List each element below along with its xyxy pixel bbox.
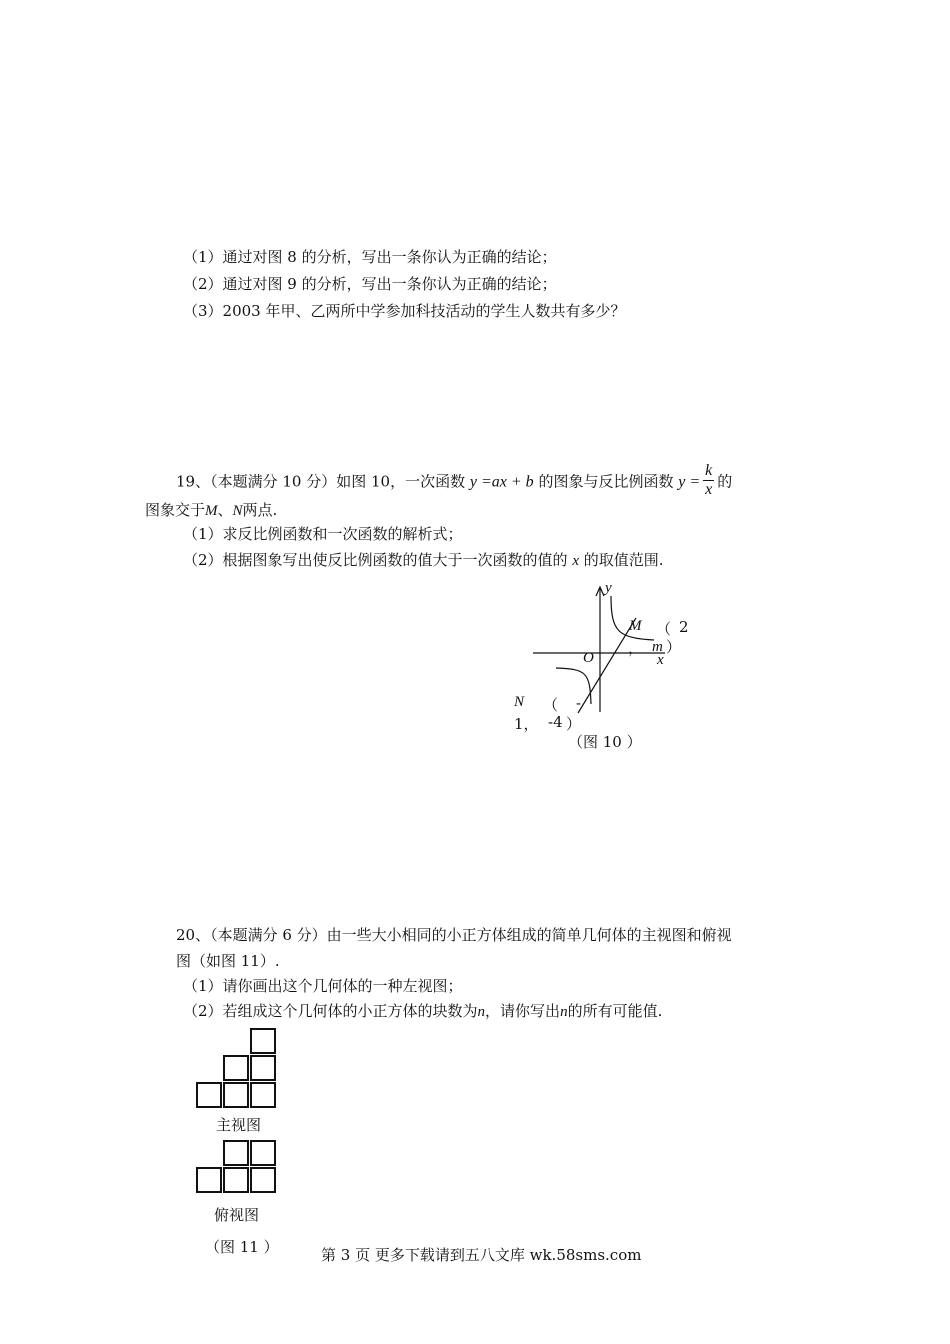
fig10-m-label: M: [629, 618, 642, 634]
fig11-caption: （图 11 ）: [205, 1238, 279, 1256]
fig10-n-paren-open: （: [543, 696, 559, 714]
q19-prefix: 19、（本题满分 10 分）如图 10，一次函数: [176, 472, 466, 491]
q19-middle: 的图象与反比例函数: [538, 472, 674, 491]
q19-sep: 、: [217, 501, 233, 519]
top-view-cell: [250, 1140, 276, 1166]
fig10-n-label: N: [514, 694, 525, 710]
fig10-n-one: 1，: [514, 715, 539, 733]
q19-sub1: （1）求反比例函数和一次函数的解析式；: [183, 525, 463, 543]
front-view-cell: [250, 1055, 276, 1081]
front-view-label: 主视图: [216, 1116, 262, 1134]
fig10-n-paren-close: ）: [566, 715, 582, 733]
q20-sub2: [183, 1001, 662, 1022]
hyperbola-branch-q3: [556, 668, 591, 704]
fig10-x-label: x: [657, 652, 664, 668]
top-view-cell: [223, 1140, 249, 1166]
top-view-cell: [250, 1167, 276, 1193]
q19-sub2-a: （2）根据图象写出使反比例函数的值大于一次函数的值的: [183, 551, 568, 569]
q19-inverse-y: y =: [678, 473, 701, 491]
q19-point-n: N: [232, 503, 243, 519]
q19-suffix: 的: [717, 472, 733, 491]
q20-sub2-n1: n: [477, 1004, 486, 1020]
q19-line2-end: 两点.: [242, 501, 278, 519]
q19-sub2-var: x: [572, 553, 579, 569]
front-view-cell: [250, 1082, 276, 1108]
top-view-cell: [196, 1167, 222, 1193]
fig10-y-label: y: [605, 580, 612, 596]
q18-sub3: （3）2003 年甲、乙两所中学参加科技活动的学生人数共有多少？: [183, 302, 626, 320]
q20-sub2-b: ，请你写出: [485, 1002, 561, 1020]
q20-sub1: （1）请你画出这个几何体的一种左视图；: [183, 977, 463, 995]
fig10-m-paren-open: （: [656, 620, 672, 638]
q18-sub1: （1）通过对图 8 的分析，写出一条你认为正确的结论；: [183, 248, 557, 266]
fig10-m-m: m: [652, 639, 663, 655]
fig10-origin-label: O: [583, 650, 594, 666]
q19-frac-den: x: [705, 481, 713, 498]
q19-linear-formula: y =ax + b: [469, 473, 534, 491]
q20-line2: 图（如图 11）.: [176, 952, 280, 970]
q19-sub2-b: 的取值范围.: [583, 551, 664, 569]
fig10-m-paren-close: ）: [666, 638, 682, 656]
fig10-m-x: 2: [679, 618, 689, 636]
top-view-label: 俯视图: [214, 1206, 260, 1224]
front-view-cell: [250, 1028, 276, 1054]
q19-frac-num: k: [705, 462, 713, 479]
q19-point-m: M: [205, 503, 218, 519]
q18-sub2: （2）通过对图 9 的分析，写出一条你认为正确的结论；: [183, 275, 557, 293]
q20-sub2-n2: n: [560, 1004, 568, 1020]
front-view-cell: [223, 1055, 249, 1081]
fig10-n-minus: -: [576, 694, 582, 712]
q20-sub2-a: （2）若组成这个几何体的小正方体的块数为: [183, 1002, 478, 1020]
q19-line2-start: 图象交于: [145, 501, 206, 519]
q20-line1: 20、（本题满分 6 分）由一些大小相同的小正方体组成的简单几何体的主视图和俯视: [176, 926, 732, 944]
fig10-caption: （图 10 ）: [568, 733, 642, 751]
q20-sub2-c: 的所有可能值.: [567, 1002, 663, 1020]
page-footer: 第 3 页 更多下载请到五八文库 wk.58sms.com: [321, 1246, 642, 1264]
fig10-m-comma: ，: [628, 639, 644, 657]
front-view-cell: [223, 1082, 249, 1108]
fig10-n-y: -4: [548, 713, 563, 731]
front-view-cell: [196, 1082, 222, 1108]
top-view-cell: [223, 1167, 249, 1193]
